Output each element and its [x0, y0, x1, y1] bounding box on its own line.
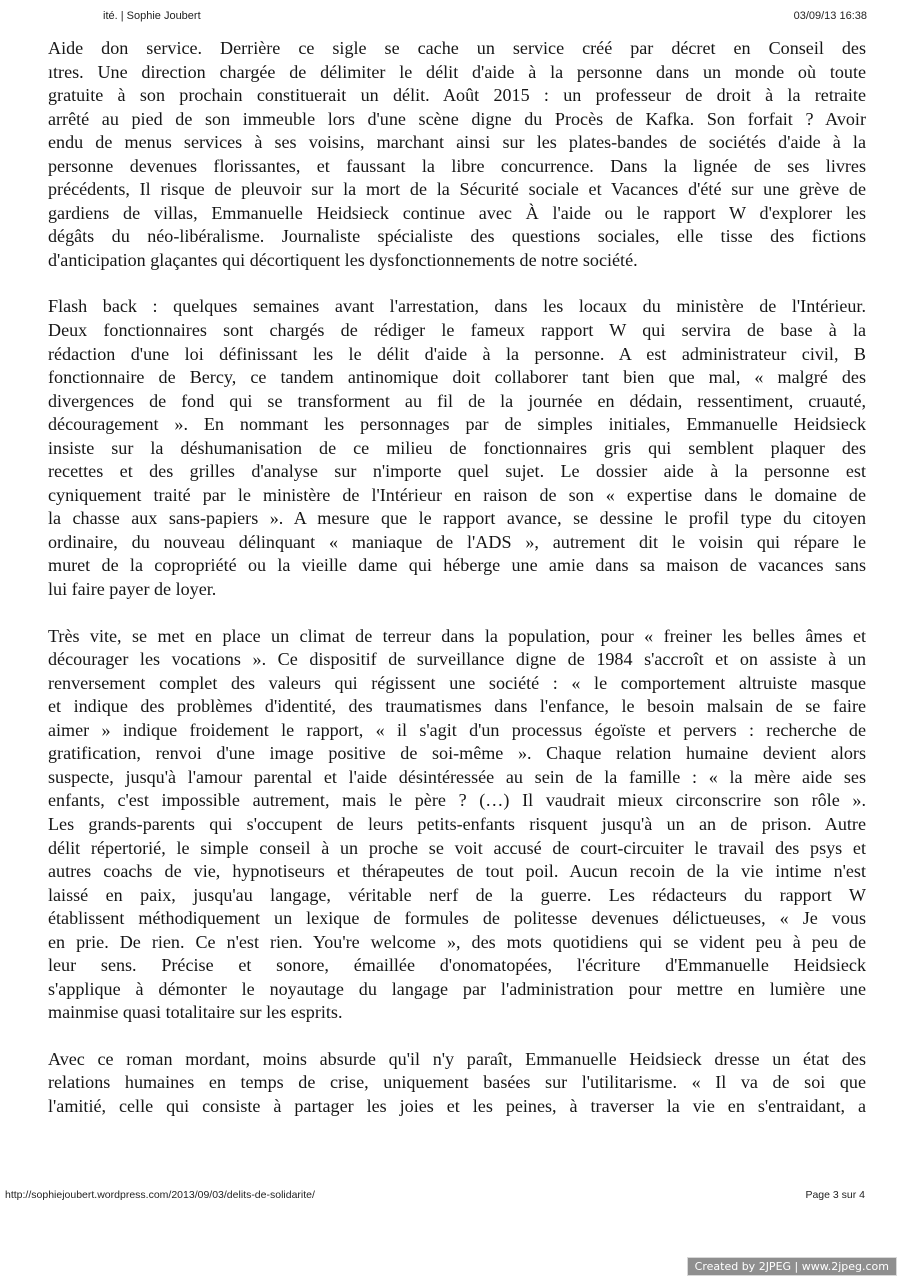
text-line: endu de menus services à ses voisins, marchant ainsi sur les plates-bandes de sociétés d'aide à la — [48, 132, 866, 153]
text-line: relations humaines en temps de crise, uniquement basées sur l'utilitarisme. « Il va de soi que — [48, 1072, 866, 1093]
text-line: autres coachs de vie, hypnotiseurs et thérapeutes de tout poil. Aucun recoin de la vie intime n'est — [48, 861, 866, 882]
text-line: laissé en paix, jusqu'au langage, véritable nerf de la guerre. Les rédacteurs du rapport W — [48, 884, 866, 905]
text-line: Les grands-parents qui s'occupent de leurs petits-enfants risquent jusqu'à un an de prison. Autre — [48, 813, 866, 834]
text-line: muret de la copropriété ou la vieille dame qui héberge une amie dans sa maison de vacances sans — [48, 555, 866, 576]
text-line: gratuite à son prochain constituerait un délit. Août 2015 : un professeur de droit à la retraite — [48, 85, 866, 106]
paragraph-4 — [48, 1048, 866, 1119]
article-body — [48, 37, 866, 1119]
text-line: décourager les vocations ». Ce dispositif de surveillance digne de 1984 s'accroît et on assiste à un — [48, 649, 866, 670]
print-header — [0, 10, 905, 26]
text-line: enfants, c'est impossible autrement, mais le père ? (…) Il vaudrait mieux circonscrire son rôle ». — [48, 790, 866, 811]
text-line: rédaction d'une loi définissant les le délit d'aide à la personne. A est administrateur civil, B — [48, 343, 866, 364]
paragraph-1 — [48, 37, 866, 272]
text-line: lui faire payer de loyer. — [48, 579, 217, 600]
text-line: recettes et des grilles d'analyse sur n'importe quel sujet. Le dossier aide à la personne est — [48, 461, 866, 482]
page-url: http://sophiejoubert.wordpress.com/2013/09/03/delits-de-solidarite/ — [5, 1189, 315, 1201]
text-line: arrêté au pied de son immeuble lors d'une scène digne du Procès de Kafka. Son forfait ? Avoir — [48, 108, 866, 129]
page-number: Page 3 sur 4 — [805, 1189, 865, 1201]
text-line: l'amitié, celle qui consiste à partager les joies et les peines, à traverser la vie en s'entraidant, a — [48, 1095, 866, 1116]
text-line: insiste sur la déshumanisation de ce milieu de fonctionnaires gris qui semblent plaquer des — [48, 437, 866, 458]
text-line: établissent méthodiquement un lexique de formules de politesse devenues délictueuses, « Je vous — [48, 908, 866, 929]
text-line: suspecte, jusqu'à l'amour parental et l'aide désintéressée au sein de la famille : « la mère aide ses — [48, 766, 866, 787]
print-footer — [0, 1189, 905, 1203]
text-line: s'applique à démonter le noyautage du langage par l'administration pour mettre en lumière une — [48, 978, 866, 999]
text-line: ordinaire, du nouveau délinquant « maniaque de l'ADS », autrement dit le voisin qui répare le — [48, 531, 866, 552]
text-line: Aide don service. Derrière ce sigle se cache un service créé par décret en Conseil des — [48, 38, 866, 58]
text-line: Très vite, se met en place un climat de terreur dans la population, pour « freiner les belles âmes et — [48, 625, 866, 646]
text-line: renversement complet des valeurs qui régissent une société : « le comportement altruiste masque — [48, 672, 866, 693]
text-line: dégâts du néo-libéralisme. Journaliste spécialiste des questions sociales, elle tisse des fictions — [48, 226, 866, 247]
text-line: Deux fonctionnaires sont chargés de rédiger le fameux rapport W qui servira de base à la — [48, 320, 866, 341]
text-line: leur sens. Précise et sonore, émaillée d'onomatopées, l'écriture d'Emmanuelle Heidsieck — [48, 955, 866, 976]
text-line: et indique des problèmes d'identité, des traumatismes dans l'enfance, le besoin malsain de se faire — [48, 696, 866, 717]
text-line: gardiens de villas, Emmanuelle Heidsieck continue avec À l'aide ou le rapport W d'explorer les — [48, 202, 866, 223]
text-line: mainmise quasi totalitaire sur les esprits. — [48, 1002, 343, 1023]
text-line: en prie. De rien. Ce n'est rien. You're welcome », des mots quotidiens qui se vident peu à peu de — [48, 931, 866, 952]
text-line: gratification, renvoi d'une image positive de soi-même ». Chaque relation humaine devient alors — [48, 743, 866, 764]
text-line: divergences de fond qui se transforment au fil de la journée en dédain, ressentiment, cruauté, — [48, 390, 866, 411]
page-title: ité. | Sophie Joubert — [103, 10, 201, 22]
text-line: découragement ». En nommant les personnages par de simples initiales, Emmanuelle Heidsieck — [48, 414, 866, 435]
text-line: aimer » indique froidement le rapport, « il s'agit d'un processus égoïste et pervers : recherche de — [48, 719, 866, 740]
text-line: Flash back : quelques semaines avant l'arrestation, dans les locaux du ministère de l'Intérieur. — [48, 296, 866, 317]
text-line: cyniquement traité par le ministère de l'Intérieur en raison de son « expertise dans le domaine de — [48, 484, 866, 505]
text-line: délit répertorié, le simple conseil à un proche se voit accusé de court-circuiter le travail des psys et — [48, 837, 866, 858]
paragraph-2 — [48, 295, 866, 601]
text-line: la chasse aux sans-papiers ». A mesure que le rapport avance, se dessine le profil type du citoyen — [48, 508, 866, 529]
text-line: Avec ce roman mordant, moins absurde qu'il n'y paraît, Emmanuelle Heidsieck dresse un état des — [48, 1048, 866, 1069]
text-line: fonctionnaire de Bercy, ce tandem antinomique doit collaborer tant bien que mal, « malgré des — [48, 367, 866, 388]
text-line: personne devenues florissantes, et faussant la libre concurrence. Dans la lignée de ses livres — [48, 155, 866, 176]
text-line: ıtres. Une direction chargée de délimiter le délit d'aide à la personne dans un monde où toute — [48, 61, 866, 82]
paragraph-3 — [48, 625, 866, 1025]
print-datetime: 03/09/13 16:38 — [793, 10, 867, 22]
converter-watermark: Created by 2JPEG | www.2jpeg.com — [687, 1257, 897, 1276]
text-line: précédents, Il risque de pleuvoir sur la mort de la Sécurité sociale et Vacances d'été sur une grève de — [48, 179, 866, 200]
text-line: d'anticipation glaçantes qui décortiquent les dysfonctionnements de notre société. — [48, 249, 638, 270]
